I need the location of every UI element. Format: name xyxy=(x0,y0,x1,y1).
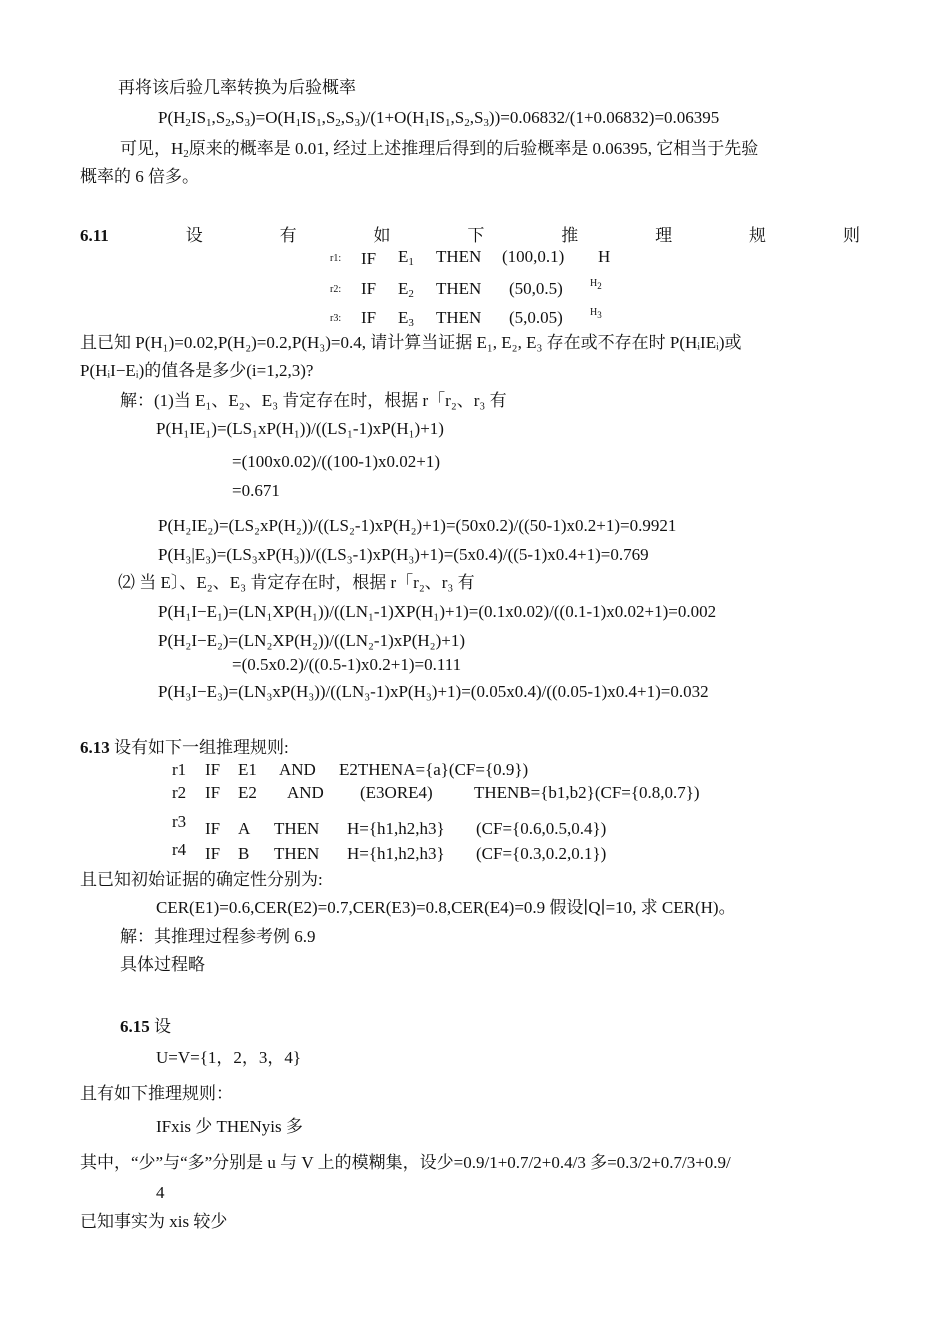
formula-h2-not-e2: P(H₂I−E₂)=(LN₂XP(H₂))/((LN₂-1)xP(H₂)+1) xyxy=(158,631,465,650)
formula-h1-e1: P(H₁IE₁)=(LS₁xP(H₁))/((LS₁-1)xP(H₁)+1) xyxy=(156,419,444,438)
universe-definition: U=V={1，2，3，4} xyxy=(156,1048,302,1067)
intro-line: 再将该后验几率转换为后验概率 xyxy=(118,78,356,97)
formula-h3-e3: P(H₃|E₃)=(LS₃xP(H₃))/((LS₃-1)xP(H₃)+1)=(5x0.4)/((5-1)x0.4+1)=0.769 xyxy=(158,545,649,564)
given-evidence-label: 且已知初始证据的确定性分别为: xyxy=(80,870,323,889)
formula-h2-e2: P(H₂IE₂)=(LS₂xP(H₂))/((LS₂-1)xP(H₂)+1)=(50x0.2)/((50-1)x0.2+1)=0.9921 xyxy=(158,516,677,535)
certainty-values: CER(E1)=0.6,CER(E2)=0.7,CER(E3)=0.8,CER(E4)=0.9 假设∣Q∣=10, 求 CER(H)。 xyxy=(156,898,736,917)
conclusion-paragraph: 可见，$H_2$原来的概率是 0.01, 经过上述推理后得到的后验概率是 0.06395, 它相当于先验 xyxy=(120,139,759,160)
solution-detail: 具体过程略 xyxy=(120,955,205,974)
section-number: 6.11 xyxy=(80,226,109,245)
formula-h2-not-e2-result: =(0.5x0.2)/((0.5-1)x0.2+1)=0.111 xyxy=(232,655,462,674)
posterior-formula: $P(H_2IS_1,S_2,S_3)=O(H_1IS_1,S_2,S_3)/(1+O(H_1IS_1,S_2,S_3))=0.06832/(1+0.06832)=0.06395$ xyxy=(158,108,720,129)
formula-h1-e1-result: =0.671 xyxy=(232,481,280,500)
solution-part-2: ⑵ 当 E〕、E₂、E₃ 肯定存在时，根据 r「r₂、r₃ 有 xyxy=(118,573,475,592)
formula-h1-not-e1: P(H₁I−E₁)=(LN₁XP(H₁))/((LN₁-1)XP(H₁)+1)=(0.1x0.02)/((0.1-1)x0.02+1)=0.002 xyxy=(158,602,717,621)
section-6-11-heading: 6.11 设 有 如 下 推 理 规 则 xyxy=(80,226,860,245)
known-fact: 已知事实为 xis 较少 xyxy=(80,1212,228,1231)
section-6-15-heading: 6.15 设 xyxy=(120,1017,171,1036)
formula-h3-not-e3: P(H₃I−E₃)=(LN₃xP(H₃))/((LN₃-1)xP(H₃)+1)=(0.05x0.4)/((0.05-1)x0.4+1)=0.032 xyxy=(158,682,709,701)
given-line-2: P(HᵢI−Eᵢ)的值各是多少(i=1,2,3)? xyxy=(80,361,314,380)
fuzzy-set-description: 其中，“少”与“多”分别是 u 与 V 上的模糊集，设少=0.9/1+0.7/2+0.4/3 多=0.3/2+0.7/3+0.9/ xyxy=(80,1153,731,1172)
solution-part-1: 解：(1)当 E₁、E₂、E₃ 肯定存在时，根据 r「r₂、r₃ 有 xyxy=(120,391,507,410)
solution-613: 解：其推理过程参考例 6.9 xyxy=(120,927,316,946)
fuzzy-rule: IFxis 少 THENyis 多 xyxy=(156,1117,303,1136)
rules-intro: 且有如下推理规则： xyxy=(80,1084,233,1103)
given-line-1: 且已知 P(H₁)=0.02,P(H₂)=0.2,P(H₃)=0.4, 请计算当证据 E₁, E₂, E₃ 存在或不存在时 P(HᵢIEᵢ)或 xyxy=(80,333,742,352)
section-6-13-heading: 6.13 设有如下一组推理规则: xyxy=(80,738,289,757)
conclusion-paragraph-cont: 概率的 6 倍多。 xyxy=(80,167,199,186)
fuzzy-set-description-cont: 4 xyxy=(156,1183,165,1202)
formula-h1-e1-step: =(100x0.02)/((100-1)x0.02+1) xyxy=(232,452,441,471)
